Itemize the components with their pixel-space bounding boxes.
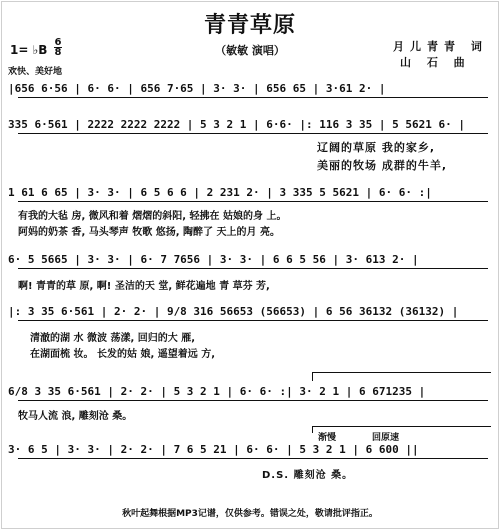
beam-line [18,268,488,269]
beam-line [18,400,488,401]
lyric-row-6: 牧马人流 浪, 雕刻沧 桑。 [18,411,133,422]
singer-credit: （敏敏 演唱） [215,44,285,57]
volta-bracket [312,372,491,381]
time-signature [54,38,62,57]
lyric-row-5-verse-1: 清澈的湖 水 微波 荡漾, 回归的大 雁, [30,333,196,344]
lyric-row-3-verse-2: 阿妈的奶茶 香, 马头琴声 牧歌 悠扬, 陶醉了 天上的月 亮。 [18,227,280,238]
key-signature: 1= ♭B [10,43,48,57]
beam-line [18,320,488,321]
notation-row-3: 1 61 6 65 | 3· 3· | 6 5 6 6 | 2 231 2· | 3 335 5 5621 | 6· 6· :| [8,186,432,199]
lyric-row-3-verse-1: 有我的大毡 房, 微风和着 熠熠的斜阳, 轻拂在 姑娘的身 上。 [18,211,287,222]
second-ending-bracket [312,426,491,433]
notation-row-5: |: 3 35 6·561 | 2· 2· | 9/8 316 56653 (56653) | 6 56 36132 (36132) | [8,305,459,318]
notation-row-1: |656 6·56 | 6· 6· | 656 7·65 | 3· 3· | 656 65 | 3·61 2· | [8,82,386,95]
meter-bottom: 8 [54,47,62,58]
lyric-row-4: 啊! 青青的草 原, 啊! 圣洁的天 堂, 鲜花遍地 青 草芬 芳, [18,281,270,292]
composer-credit: 山 石 曲 [400,56,471,69]
notation-row-2: 335 6·561 | 2222 2222 2222 | 5 3 2 1 | 6·6· |: 116 3 35 | 5 5621 6· | [8,118,465,131]
dal-segno-lyric: D.S. 雕刻沧 桑。 [262,470,354,481]
lyric-row-5-verse-2: 在湖面梳 妆。 长发的姑 娘, 遥望着远 方, [30,349,216,360]
lyric-row-2-verse-2: 美丽的牧场 成群的牛羊, [317,159,448,172]
notation-row-7: 3· 6 5 | 3· 3· | 2· 2· | 7 6 5 21 | 6· 6· | 5 3 2 1 | 6 600 || [8,443,419,456]
notation-row-4: 6· 5 5665 | 3· 3· | 6· 7 7656 | 3· 3· | 6 6 5 56 | 3· 613 2· | [8,253,419,266]
beam-line [18,133,488,134]
ritardando-mark: 渐慢 [318,433,337,443]
notation-row-6: 6/8 3 35 6·561 | 2· 2· | 5 3 2 1 | 6· 6· :| 3· 2 1 | 6 671235 | [8,385,426,398]
beam-line [18,201,488,202]
transcription-note: 秋叶起舞根据MP3记谱，仅供参考。错误之处，敬请批评指正。 [122,509,378,519]
beam-line [18,97,488,98]
tempo-marking: 欢快、美好地 [8,67,63,77]
beam-line [18,458,488,459]
meter-top: 6 [54,37,62,48]
lyricist-credit: 月儿青青 词 [393,40,488,53]
song-title: 青青草原 [203,13,296,38]
a-tempo-mark: 回原速 [372,433,400,443]
lyric-row-2-verse-1: 辽阔的草原 我的家乡, [317,141,436,154]
